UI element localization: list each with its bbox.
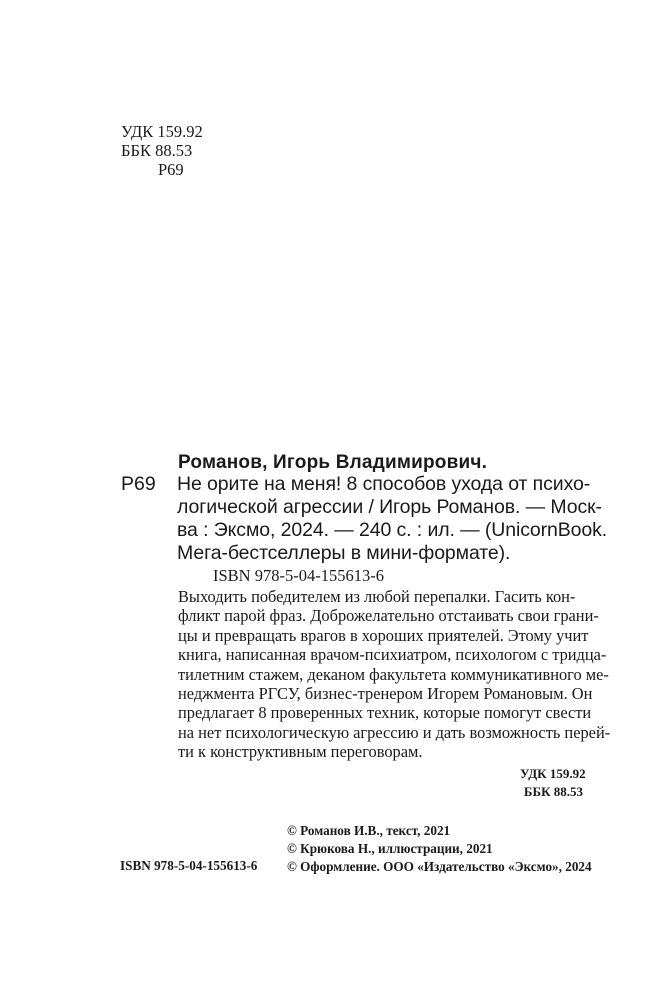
copyright-block bbox=[287, 822, 592, 876]
isbn-entry: ISBN 978-5-04-155613-6 bbox=[213, 566, 384, 585]
annotation-line: цы и превращать врагов в хороших приятелей. Этому учит bbox=[178, 625, 589, 645]
annotation-line: неджмента РГСУ, бизнес-тренером Игорем Романовым. Он bbox=[178, 684, 593, 704]
annotation-line: фликт парой фраз. Доброжелательно отстаивать свои грани- bbox=[178, 606, 599, 626]
author-heading: Романов, Игорь Владимирович. bbox=[178, 452, 488, 473]
isbn-bottom: ISBN 978-5-04-155613-6 bbox=[120, 858, 258, 873]
annotation-line: книга, написанная врачом-психиатром, психологом с тридца- bbox=[178, 645, 607, 665]
annotation-line: предлагает 8 проверенных техник, которые помогут свести bbox=[178, 703, 592, 723]
copyright-line: © Оформление. ООО «Издательство «Эксмо», 2024 bbox=[287, 859, 592, 874]
udk-code-bottom: УДК 159.92 bbox=[520, 766, 586, 781]
title-line: Мега-бестселлеры в мини-формате). bbox=[177, 542, 511, 564]
author-sign-margin: Р69 bbox=[121, 473, 156, 495]
annotation-line: на нет психологическую агрессию и дать возможность перей- bbox=[178, 722, 611, 742]
udk-code: УДК 159.92 bbox=[121, 122, 203, 141]
classification-codes-bottom bbox=[520, 765, 586, 801]
annotation-line: ти к конструктивным переговорам. bbox=[178, 742, 423, 762]
copyright-line: © Романов И.В., текст, 2021 bbox=[287, 823, 451, 838]
bbk-code: ББК 88.53 bbox=[121, 141, 193, 160]
annotation-line: Выходить победителем из любой перепалки. Гасить кон- bbox=[178, 587, 576, 606]
annotation bbox=[178, 587, 610, 762]
title-line: Не орите на меня! 8 способов ухода от психо- bbox=[177, 473, 591, 495]
bibliographic-description bbox=[177, 473, 607, 565]
copyright-line: © Крюкова Н., иллюстрации, 2021 bbox=[287, 841, 493, 856]
author-sign-code: Р69 bbox=[158, 160, 184, 179]
annotation-line: тилетним стажем, деканом факультета коммуникативного ме- bbox=[178, 664, 609, 684]
title-line: ва : Эксмо, 2024. — 240 с. : ил. — (UnicornBook. bbox=[177, 519, 608, 541]
classification-codes bbox=[121, 122, 203, 179]
bbk-code-bottom: ББК 88.53 bbox=[523, 784, 583, 799]
title-line: логической агрессии / Игорь Романов. — Моск- bbox=[177, 496, 602, 518]
